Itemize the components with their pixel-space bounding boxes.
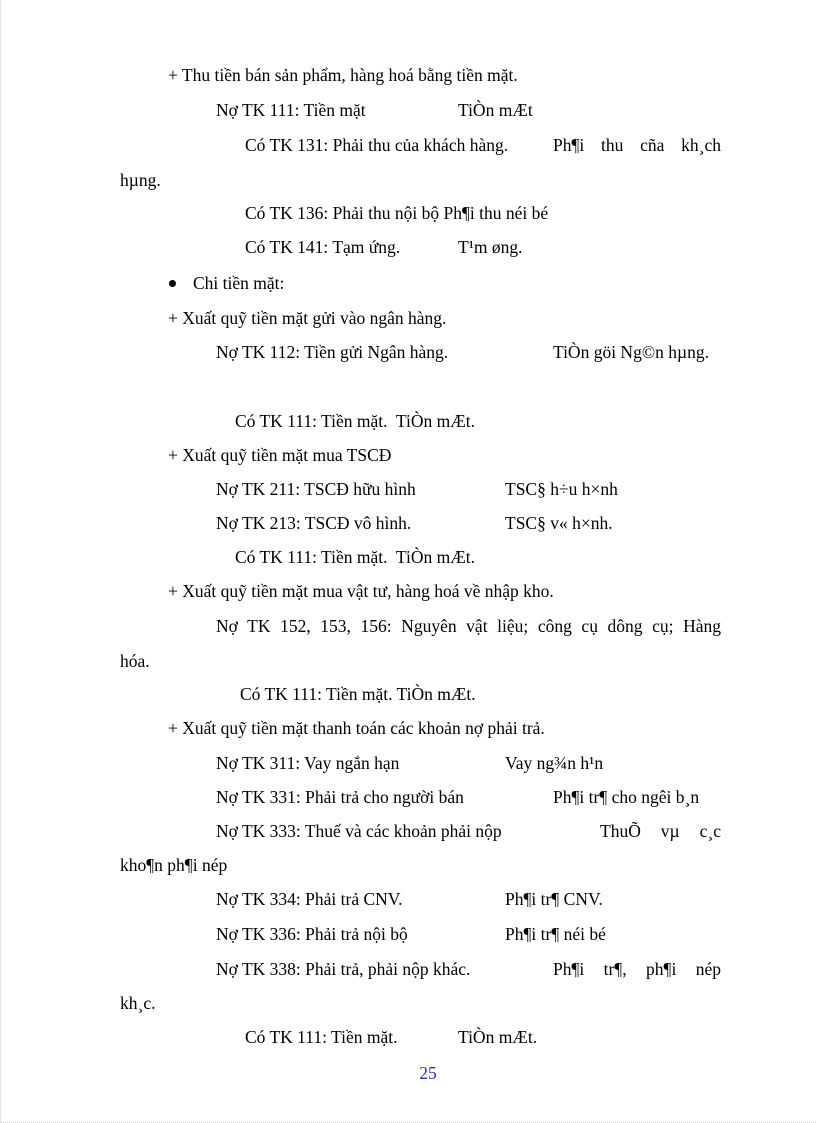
line-hang-wrap: hµng. <box>120 170 161 190</box>
line-no-tk-112-garbled: TiÒn göi Ng©n hµng. <box>553 342 709 362</box>
line-co-tk-141: Có TK 141: Tạm ứng. <box>245 237 401 257</box>
line-no-tk-338-garbled: Ph¶i tr¶, ph¶i nép <box>553 959 721 979</box>
line-xuat-quy-gui-ngan-hang: + Xuất quỹ tiền mặt gửi vào ngân hàng. <box>168 308 447 328</box>
line-no-tk-211: Nợ TK 211: TSCĐ hữu hình <box>216 479 416 499</box>
line-no-tk-333: Nợ TK 333: Thuế và các khoản phải nộp <box>216 821 502 841</box>
line-no-tk-331-garbled: Ph¶i tr¶ cho ngêi b¸n <box>553 787 700 807</box>
line-xuat-quy-mua-vat-tu: + Xuất quỹ tiền mặt mua vật tư, hàng hoá về nhập kho. <box>168 581 554 601</box>
line-co-tk-111-c: Có TK 111: Tiền mặt. TiÒn mÆt. <box>240 684 476 704</box>
line-hoa-wrap: hóa. <box>120 651 150 671</box>
line-no-tk-333-garbled: ThuÕ vµ c¸c <box>600 821 721 841</box>
line-no-tk-334: Nợ TK 334: Phải trả CNV. <box>216 889 403 909</box>
line-no-tk-311-garbled: Vay ng¾n h¹n <box>505 753 604 773</box>
line-thu-tien-ban-san-pham: + Thu tiền bán sản phẩm, hàng hoá bằng tiền mặt. <box>168 65 518 85</box>
line-no-tk-336: Nợ TK 336: Phải trả nội bộ <box>216 924 408 944</box>
line-xuat-quy-thanh-toan: + Xuất quỹ tiền mặt thanh toán các khoản nợ phải trả. <box>168 718 545 738</box>
line-no-tk-334-garbled: Ph¶i tr¶ CNV. <box>505 889 603 909</box>
line-co-tk-111-a: Có TK 111: Tiền mặt. TiÒn mÆt. <box>235 411 476 431</box>
line-no-tk-311: Nợ TK 311: Vay ngắn hạn <box>216 753 400 773</box>
line-xuat-quy-mua-tscd: + Xuất quỹ tiền mặt mua TSCĐ <box>168 445 392 465</box>
line-co-tk-131: Có TK 131: Phải thu của khách hàng. <box>245 135 509 155</box>
line-no-tk-112: Nợ TK 112: Tiền gửi Ngân hàng. <box>216 342 449 362</box>
line-co-tk-141-garbled: T¹m øng. <box>458 237 523 257</box>
line-co-tk-136: Có TK 136: Phải thu nội bộ Ph¶i thu néi bé <box>245 203 549 223</box>
line-co-tk-111-d-garbled: TiÒn mÆt. <box>458 1027 538 1047</box>
line-co-tk-111-d: Có TK 111: Tiền mặt. <box>245 1027 398 1047</box>
line-no-tk-336-garbled: Ph¶i tr¶ néi bé <box>505 924 606 944</box>
line-no-tk-111-garbled: TiÒn mÆt <box>458 100 533 120</box>
line-no-tk-111: Nợ TK 111: Tiền mặt <box>216 100 366 120</box>
line-no-tk-331: Nợ TK 331: Phải trả cho người bán <box>216 787 464 807</box>
line-no-tk-338: Nợ TK 338: Phải trả, phải nộp khác. <box>216 959 471 979</box>
line-co-tk-111-b: Có TK 111: Tiền mặt. TiÒn mÆt. <box>235 547 476 567</box>
line-no-tk-152-153-156: Nợ TK 152, 153, 156: Nguyên vật liệu; công cụ dông cụ; Hàng <box>216 616 721 636</box>
line-no-tk-213-garbled: TSC§ v« h×nh. <box>505 513 613 533</box>
line-khac-wrap: kh¸c. <box>120 993 156 1013</box>
line-co-tk-131-garbled: Ph¶i thu cña kh¸ch <box>553 135 721 155</box>
line-chi-tien-mat: Chi tiền mặt: <box>193 273 285 293</box>
line-no-tk-211-garbled: TSC§ h÷u h×nh <box>505 479 618 499</box>
line-no-tk-213: Nợ TK 213: TSCĐ vô hình. <box>216 513 412 533</box>
bullet-icon <box>169 280 176 287</box>
line-khoan-phai-nop-wrap: kho¶n ph¶i nép <box>120 855 228 875</box>
page-number: 25 <box>419 1063 437 1083</box>
